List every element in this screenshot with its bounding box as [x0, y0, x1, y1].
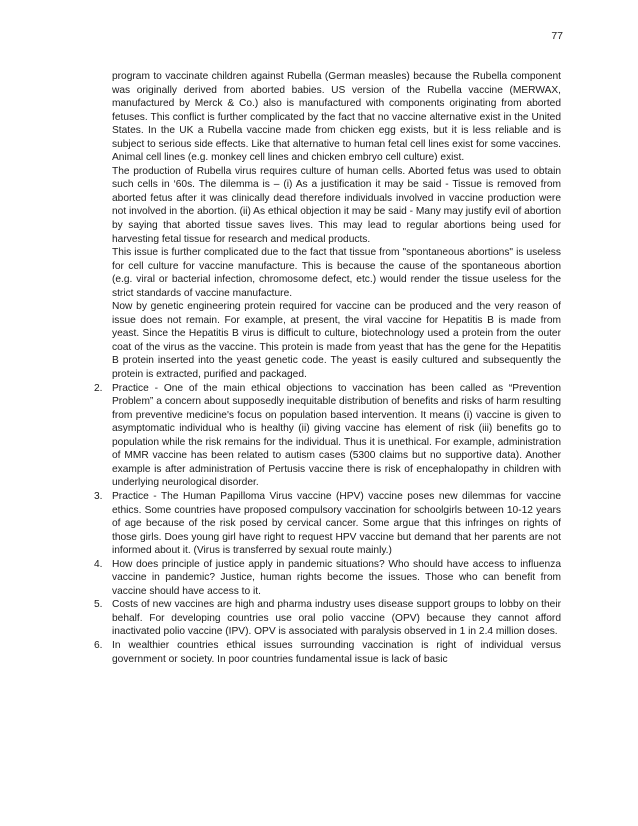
body-paragraph: This issue is further complicated due to the fact that tissue from "spontaneous abortions" is useless for cell culture for vaccine manufacture. This is because the cause of the spontaneous abortion (e.g. viral or bacterial infection, chromosome defect, etc.) would render the tissue useless for the strict standards of vaccine manufacture.: [112, 247, 561, 299]
list-item: [94, 598, 561, 639]
page-content: [94, 70, 561, 666]
list-item-text: Practice - The Human Papilloma Virus vaccine (HPV) vaccine poses new dilemmas for vaccine ethics. Some countries have proposed compulsory vaccination for schoolgirls between 10-12 years of age because of the risk posed by cervical cancer. Some argue that this infringes on rights of those girls. Does young girl have right to request HPV vaccine but demand that her parents are not informed about it. (Virus is transferred by sexual route mainly.): [112, 490, 561, 557]
list-item-text: Costs of new vaccines are high and pharma industry uses disease support groups to lobby on their behalf. For developing countries use oral polio vaccine (OPV) because they cannot afford inactivated polio vaccine (IPV). OPV is associated with paralysis observed in 1 in 2.4 million doses.: [112, 599, 561, 638]
numbered-list: [94, 382, 561, 666]
list-item-text: How does principle of justice apply in pandemic situations? Who should have access to influenza vaccine in pandemic? Justice, human rights become the issues. Those who can benefit from vaccine should have access to it.: [112, 558, 561, 597]
page-number: 77: [551, 30, 563, 42]
list-item-text: In wealthier countries ethical issues surrounding vaccination is right of individual versus government or society. In poor countries fundamental issue is lack of basic: [112, 639, 561, 665]
list-item-text: Practice - One of the main ethical objections to vaccination has been called as “Prevention Problem” a concern about supposedly inequitable distribution of benefits and risks of harm resulting from preventive medicine's focus on population based intervention. It means (i) vaccine is given to asymptomatic individual who is healthy (ii) giving vaccine has element of risk (iii) benefits go to population while the risk remains for the individual. Thus it is unethical. For example, administration of MMR vaccine has been related to autism cases (5300 claims but no supportive data). Another example is after administration of Pertusis vaccine there is risk of encephalopathy in children with underlying neurological disorder.: [112, 382, 561, 489]
list-item-number: 6.: [94, 639, 103, 651]
list-item-number: 4.: [94, 558, 103, 570]
list-item: [94, 558, 561, 599]
list-item: [94, 382, 561, 490]
list-item: [94, 490, 561, 558]
list-item-number: 5.: [94, 599, 103, 611]
list-item-number: 3.: [94, 490, 103, 502]
body-paragraph: Now by genetic engineering protein required for vaccine can be produced and the very reason of issue does not remain. For example, at present, the viral vaccine for Hepatitis B is made from yeast. Since the Hepatitis B virus is difficult to culture, biotechnology used a protein from the outer coat of the virus as the vaccine. This protein is made from yeast that has the gene for the Hepatitis B protein inserted into the yeast genetic code. The yeast is easily cultured and subsequently the protein is extracted, purified and packaged.: [112, 301, 561, 381]
list-item-number: 2.: [94, 382, 103, 394]
list-item: [94, 639, 561, 666]
body-paragraph: The production of Rubella virus requires culture of human cells. Aborted fetus was used to obtain such cells in ‘60s. The dilemma is – (i) As a justification it may be said - Tissue is removed from aborted fetus after it was clinically dead therefore individuals involved in vaccine production were not involved in the abortion. (ii) As ethical objection it may be said - Many may justify evil of abortion by saying that aborted tissue saves lives. This may lead to regular abortions being used for harvesting fetal tissue for research and medical products.: [112, 165, 561, 245]
body-paragraph: program to vaccinate children against Rubella (German measles) because the Rubella component was originally derived from aborted babies. US version of the Rubella vaccine (MERWAX, manufactured by Merck & Co.) also is manufactured with components originating from aborted fetuses. This conflict is further complicated by the fact that no vaccine alternative exist in the United States. In the UK a Rubella vaccine made from chicken egg exists, but it is less reliable and is subject to serious side effects. Like that alternative to human fetal cell lines exist for some vaccines. Animal cell lines (e.g. monkey cell lines and chicken embryo cell culture) exist.: [112, 71, 561, 164]
